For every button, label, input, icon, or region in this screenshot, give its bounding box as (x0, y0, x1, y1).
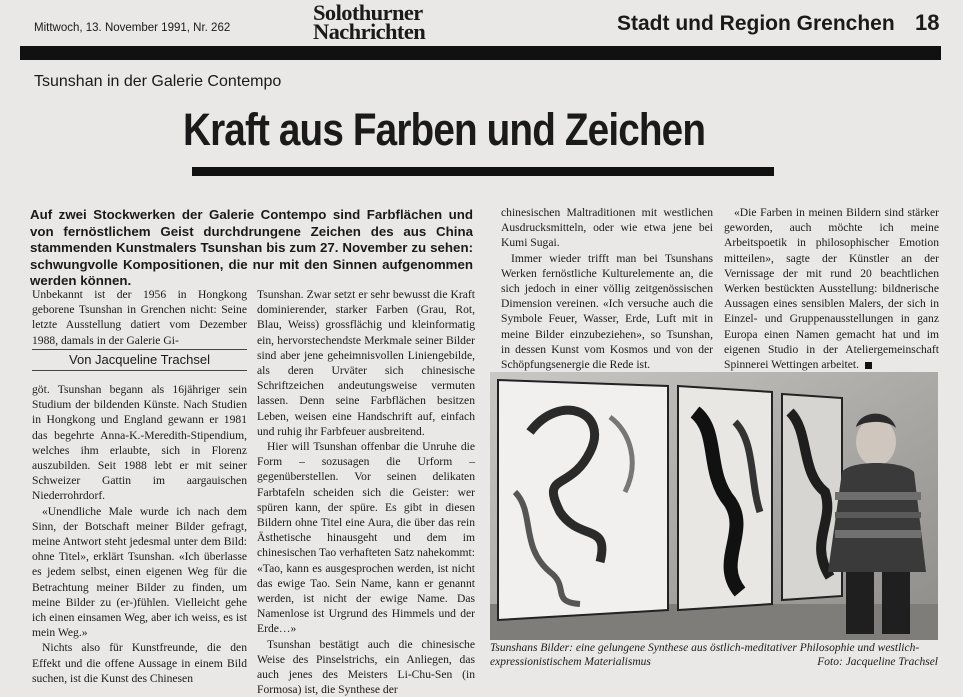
gallery-photo-illustration (490, 372, 938, 640)
paragraph: Unbekannt ist der 1956 in Hongkong geborene Tsunshan in Grenchen nicht: Seine letzte Ausstellung datiert vom Dezember 1988, damals in der Galerie Gi- (32, 288, 247, 347)
photo-caption (490, 641, 938, 669)
paragraph: Hier will Tsunshan offenbar die Unruhe die Form – sozusagen die Urform – gegenüberstellen. Vor seinen delikaten Farbtafeln scheiden sich die Geister: wer spüren kann, der spüre. Es gibt in diesen Bildern ohne Titel eine Aura, die über das rein Ästhetische hinausgeht und dem im chinesischen Tao verhafteten Satz nahekommt: «Tao, kann es ausgesprochen werden, ist nicht das ewige Tao. Sein Name, kann er genannt werden, ist nicht der ewige Name. Das Namenlose ist Urgrund des Himmels und der Erde…» (257, 440, 475, 636)
paragraph: Tsunshan. Zwar setzt er sehr bewusst die Kraft dominierender, starker Farben (Grau, Rot, Blau, Weiss) grossflächig und kleinformatig ein, hervorstechendste Merkmale seiner Bilder sind aber jene geheimnisvollen Liniengebilde, als deren Urväter sich chinesische Schriftzeichen andeutungsweise vermuten lassen. Denn seine Farbflächen besitzen Leben, weisen eine Handschrift auf, einfach und ruhig ihr Farbfeuer ausbreitend. (257, 288, 475, 438)
logo-line-1: Solothurner (313, 0, 423, 25)
article-column-3 (501, 205, 713, 372)
paragraph: chinesischen Maltraditionen mit westlichen Ausdrucksmitteln, oder wie etwa jene bei Kumi Sugai. (501, 206, 713, 250)
headline-rule (192, 167, 774, 176)
article-lead: Auf zwei Stockwerken der Galerie Contempo sind Farbflächen und von fernöstlichem Geist durchdrungene Zeichen des aus China stammenden Kunstmalers Tsunshan bis zum 27. November zu sehen: schwungvolle Kompositionen, die nur mit den Sinnen aufgenommen werden können. (30, 207, 473, 288)
article-photo (490, 372, 938, 640)
article-column-1 (32, 382, 247, 686)
paragraph (724, 205, 939, 372)
issue-date-line: Mittwoch, 13. November 1991, Nr. 262 (34, 22, 231, 34)
section-title: Stadt und Region Grenchen (617, 12, 895, 35)
end-mark (865, 362, 872, 369)
article-byline: Von Jacqueline Trachsel (32, 349, 247, 371)
paragraph-text: «Die Farben in meinen Bildern sind stärker geworden, auch möchte ich meine Arbeitspoetik in philosophischer Emotion mitteilen», sagte der Künstler an der Vernissage der mit rund 20 beachtlichen Werken bestückten Ausstellung: bildnerische Aussagen eines sensiblen Malers, der sich in Einzel- und Gruppenausstellungen in ganz Europa einen Namen gemacht hat und im eigenen Studio in der Ateliergemeinschaft Spinnerei Wettingen arbeitet. (724, 206, 939, 372)
paragraph: Immer wieder trifft man bei Tsunshans Werken fernöstliche Kulturelemente an, die sich jedoch in einer völlig zeitgenössischen Dimension vereinen. «Ich versuche auch die Symbole Feuer, Wasser, Erde, Luft mit in meine Bilder einzubeziehen», so Tsunshan, in dessen Kunst vom Kosmos und von der Schöpfungsenergie die Rede ist. (501, 251, 713, 372)
article-column-1-top (32, 287, 247, 348)
article-column-4 (724, 205, 939, 372)
caption-text: Tsunshans Bilder: eine gelungene Synthese aus östlich-meditativer Philosophie und westlich-expressionistischem Materialismus (490, 642, 920, 668)
newspaper-logo (313, 0, 426, 44)
logo-line-2: Nachrichten (313, 19, 426, 44)
paragraph: «Unendliche Male wurde ich nach dem Sinn, der Botschaft meiner Bilder gefragt, meine Antwort steht jedesmal unter dem Bild: ohne Titel», erklärt Tsunshan. «Ich überlasse es jedem selbst, einen eigenen Weg für die Betrachtung meiner Bilder zu finden, um meine Bilder zu (er-)fühlen. Vielleicht gehe ich einen einsamen Weg, aber ich weiss, es ist mein Weg.» (32, 504, 247, 640)
paragraph: Tsunshan bestätigt auch die chinesische Weise des Pinselstrichs, ein Anliegen, das auch jenes des Meisters Li-Chu-Sen (in Formosa) ist, die Synthese der (257, 637, 475, 697)
article-kicker: Tsunshan in der Galerie Contempo (34, 73, 282, 90)
photo-credit: Foto: Jacqueline Trachsel (817, 656, 938, 668)
paragraph: Nichts also für Kunstfreunde, die den Effekt und die offene Aussage in einem Bild suchen, ist die Kunst des Chinesen (32, 641, 247, 685)
masthead-rule (20, 46, 941, 60)
page-number: 18 (915, 10, 940, 35)
paragraph: göt. Tsunshan begann als 16jähriger sein Studium der bildenden Künste. Nach Studien in Hongkong und England gewann er 1981 das begehrte Anna-K.-Meredith-Stipendium, welches ihm erlaubte, sich in Florenz auszubilden. Seit 1988 lebt er mit seiner Schweizer Gattin im aargauischen Niederrohrdorf. (32, 383, 247, 503)
article-column-2 (257, 287, 475, 697)
article-headline: Kraft aus Farben und Zeichen (183, 104, 706, 155)
